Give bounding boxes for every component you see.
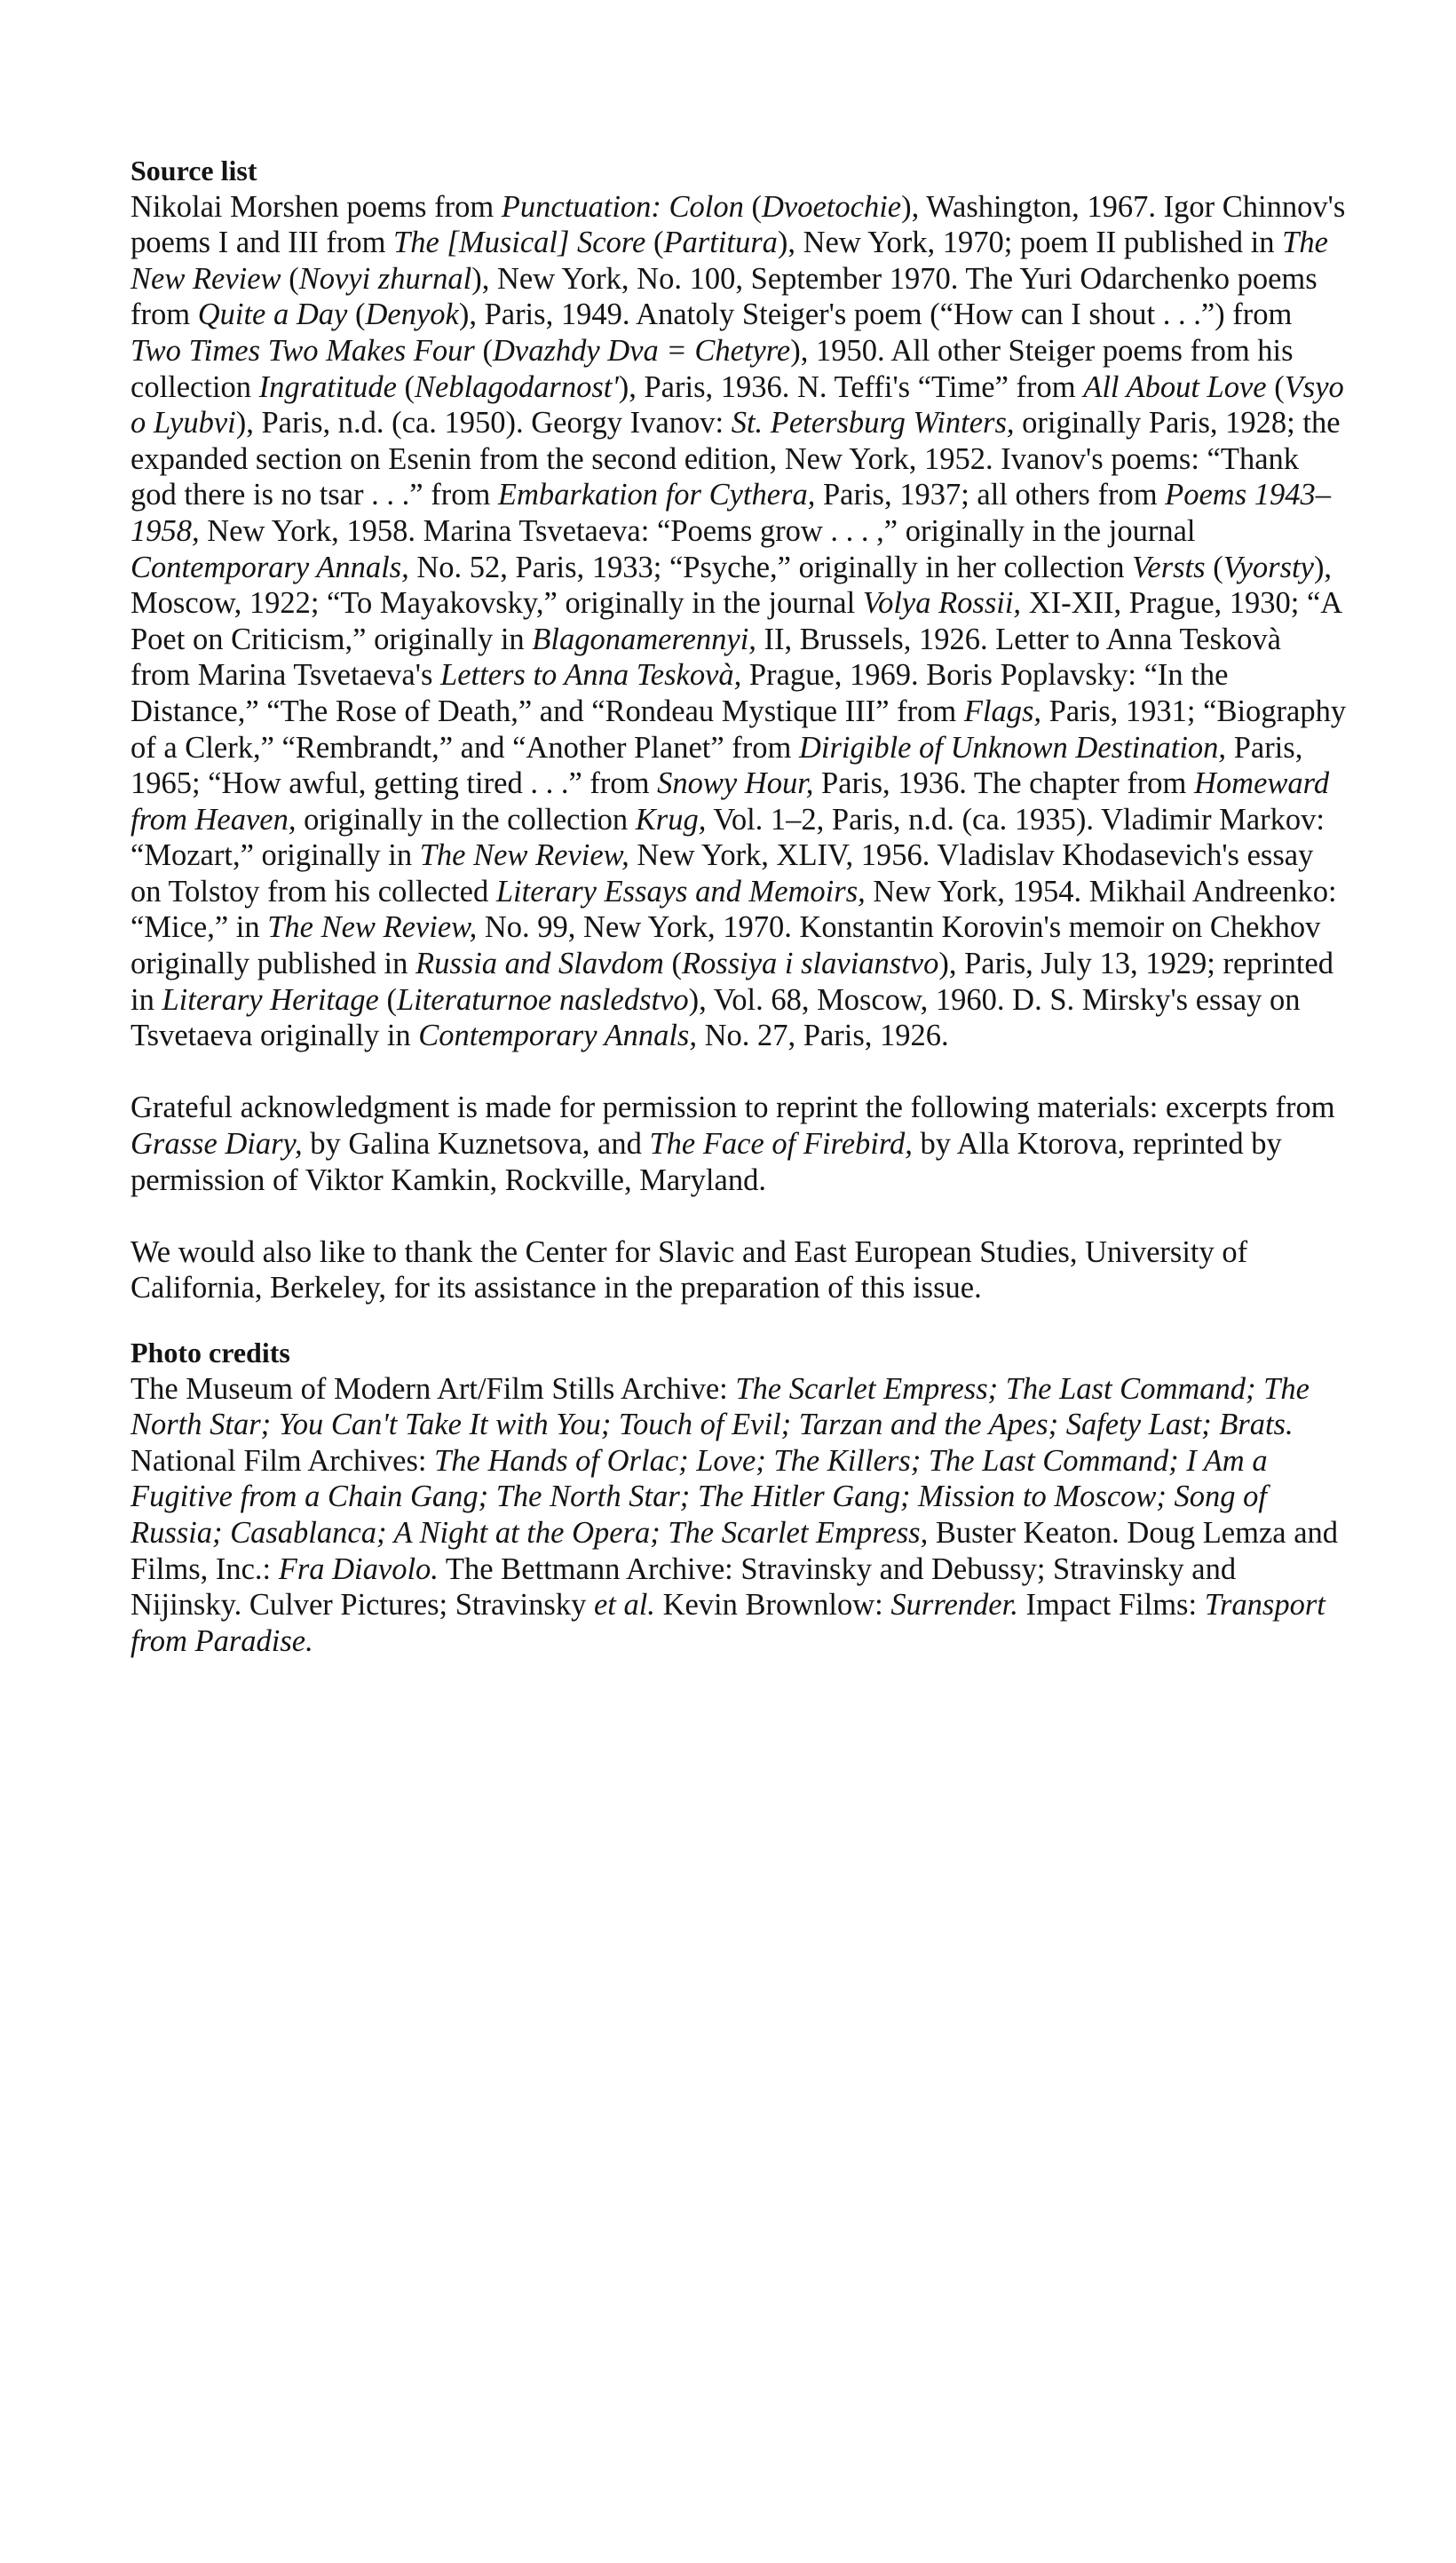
italic-title: Poems 1943–1958, (131, 478, 1332, 548)
acknowledgment-text: Grateful acknowledgment is made for permission to reprint the following materials: excerpts from Grasse Diary, by Galina Kuznetsova, and The Face of Firebird, by Alla Ktorova, reprinted by permission of Viktor Kamkin, Rockville, Maryland. (131, 1091, 1335, 1197)
italic-title: The New Review (131, 226, 1328, 296)
italic-title: The Hands of Orlac; Love; The Killers; The Last Command; I Am a Fugitive from a Chain Gang; The North Star; The Hitler Gang; Mission to Moscow; Song of Russia; Casablanca; A Night at the Opera; The Scarlet Empress, (131, 1443, 1268, 1550)
italic-title: Vsyo o Lyubvi (131, 369, 1344, 440)
italic-title: Ingratitude (258, 369, 397, 404)
italic-title: Dvoetochie (762, 189, 902, 224)
italic-title: Rossiya i slavianstvo (681, 947, 939, 981)
italic-title: Embarkation for Cythera, (497, 478, 816, 512)
italic-title: Surrender. (890, 1588, 1018, 1623)
italic-title: Novyi zhurnal (298, 261, 472, 296)
italic-title: Two Times Two Makes Four (131, 333, 475, 368)
italic-title: Partitura (663, 226, 778, 260)
italic-title: Fra Diavolo. (278, 1551, 439, 1586)
source-list-text: Nikolai Morshen poems from Punctuation: Colon (Dvoetochie), Washington, 1967. Igor Chinnov's poems I and III from The [Musical] Score (Partitura), New York, 1970; poem II published in The New Review (Novyi zhurnal), New York, No. 100, September 1970. The Yuri Odarchenko poems from Quite a Day (Denyok), Paris, 1949. Anatoly Steiger's poem (“How can I shout . . .”) from Two Times Two Makes Four (Dvazhdy Dva = Chetyre), 1950. All other Steiger poems from his collection Ingratitude (Neblagodarnost'), Paris, 1936. N. Teffi's “Time” from All About Love (Vsyo o Lyubvi), Paris, n.d. (ca. 1950). Georgy Ivanov: St. Petersburg Winters, originally Paris, 1928; the expanded section on Esenin from the second edition, New York, 1952. Ivanov's poems: “Thank god there is no tsar . . .” from Embarkation for Cythera, Paris, 1937; all others from Poems 1943–1958, New York, 1958. Marina Tsvetaeva: “Poems grow . . . ,” originally in the journal Contemporary Annals, No. 52, Paris, 1933; “Psyche,” originally in her collection Versts (Vyorsty), Moscow, 1922; “To Mayakovsky,” originally in the journal Volya Rossii, XI-XII, Prague, 1930; “A Poet on Criticism,” originally in Blagonamerennyi, II, Brussels, 1926. Letter to Anna Teskovà from Marina Tsvetaeva's Letters to Anna Teskovà, Prague, 1969. Boris Poplavsky: “In the Distance,” “The Rose of Death,” and “Rondeau Mystique III” from Flags, Paris, 1931; “Biography of a Clerk,” “Rembrandt,” and “Another Planet” from Dirigible of Unknown Destination, Paris, 1965; “How awful, getting tired . . .” from Snowy Hour, Paris, 1936. The chapter from Homeward from Heaven, originally in the collection Krug, Vol. 1–2, Paris, n.d. (ca. 1935). Vladimir Markov: “Mozart,” originally in The New Review, New York, XLIV, 1956. Vladislav Khodasevich's essay on Tolstoy from his collected Literary Essays and Memoirs, New York, 1954. Mikhail Andreenko: “Mice,” in The New Review, No. 99, New York, 1970. Konstantin Korovin's memoir on Chekhov originally published in Russia and Slavdom (Rossiya i slavianstvo), Paris, July 13, 1929; reprinted in Literary Heritage (Literaturnoe nasledstvo), Vol. 68, Moscow, 1960. D. S. Mirsky's essay on Tsvetaeva originally in Contemporary Annals, No. 27, Paris, 1926. (131, 189, 1347, 1053)
italic-title: Neblagodarnost' (415, 369, 619, 404)
italic-title: Versts (1132, 550, 1206, 584)
italic-title: Vyorsty (1223, 550, 1314, 584)
italic-title: et al. (593, 1588, 655, 1623)
italic-title: Contemporary Annals, (418, 1019, 697, 1053)
paragraph-spacer (131, 1054, 1347, 1091)
italic-title: Russia and Slavdom (415, 947, 664, 981)
italic-title: The New Review, (267, 910, 478, 945)
italic-title: The Face of Firebird, (649, 1127, 913, 1162)
italic-title: The New Review, (419, 838, 629, 873)
italic-title: The [Musical] Score (393, 226, 646, 260)
italic-title: Blagonamerennyi, (532, 622, 756, 656)
italic-title: Quite a Day (197, 298, 348, 332)
italic-title: Volya Rossii, (862, 586, 1022, 621)
photo-credits-heading: Photo credits (131, 1337, 290, 1369)
italic-title: All About Love (1083, 369, 1267, 404)
italic-title: Homeward from Heaven, (131, 766, 1330, 837)
italic-title: Dirigible of Unknown Destination, (798, 730, 1227, 765)
italic-title: Transport from Paradise. (131, 1588, 1325, 1658)
italic-title: Grasse Diary, (131, 1127, 303, 1162)
italic-title: Punctuation: Colon (501, 189, 744, 224)
italic-title: Snowy Hour, (657, 766, 814, 801)
credits-page (131, 153, 1347, 1659)
italic-title: Dvazhdy Dva = Chetyre (492, 333, 791, 368)
italic-title: Literary Heritage (162, 982, 379, 1017)
italic-title: Literaturnoe nasledstvo (396, 982, 689, 1017)
italic-title: Denyok (365, 298, 459, 332)
italic-title: Contemporary Annals, (131, 550, 409, 584)
italic-title: Krug, (635, 802, 707, 837)
italic-title: Literary Essays and Memoirs, (495, 874, 866, 909)
italic-title: St. Petersburg Winters, (731, 406, 1015, 440)
italic-title: The Scarlet Empress; The Last Command; The North Star; You Can't Take It with You; Touch of Evil; Tarzan and the Apes; Safety Last; Brats. (131, 1371, 1310, 1442)
italic-title: Flags, (963, 694, 1042, 728)
italic-title: Letters to Anna Teskovà, (440, 658, 742, 693)
paragraph-spacer (131, 1198, 1347, 1234)
photo-credits-text: The Museum of Modern Art/Film Stills Archive: The Scarlet Empress; The Last Command; The North Star; You Can't Take It with You; Touch of Evil; Tarzan and the Apes; Safety Last; Brats. National Film Archives: The Hands of Orlac; Love; The Killers; The Last Command; I Am a Fugitive from a Chain Gang; The North Star; The Hitler Gang; Mission to Moscow; Song of Russia; Casablanca; A Night at the Opera; The Scarlet Empress, Buster Keaton. Doug Lemza and Films, Inc.: Fra Diavolo. The Bettmann Archive: Stravinsky and Debussy; Stravinsky and Nijinsky. Culver Pictures; Stravinsky et al. Kevin Brownlow: Surrender. Impact Films: Transport from Paradise. (131, 1371, 1339, 1658)
source-list-heading: Source list (131, 155, 257, 186)
thanks-text: We would also like to thank the Center for Slavic and East European Studies, University of California, Berkeley, for its assistance in the preparation of this issue. (131, 1234, 1248, 1305)
